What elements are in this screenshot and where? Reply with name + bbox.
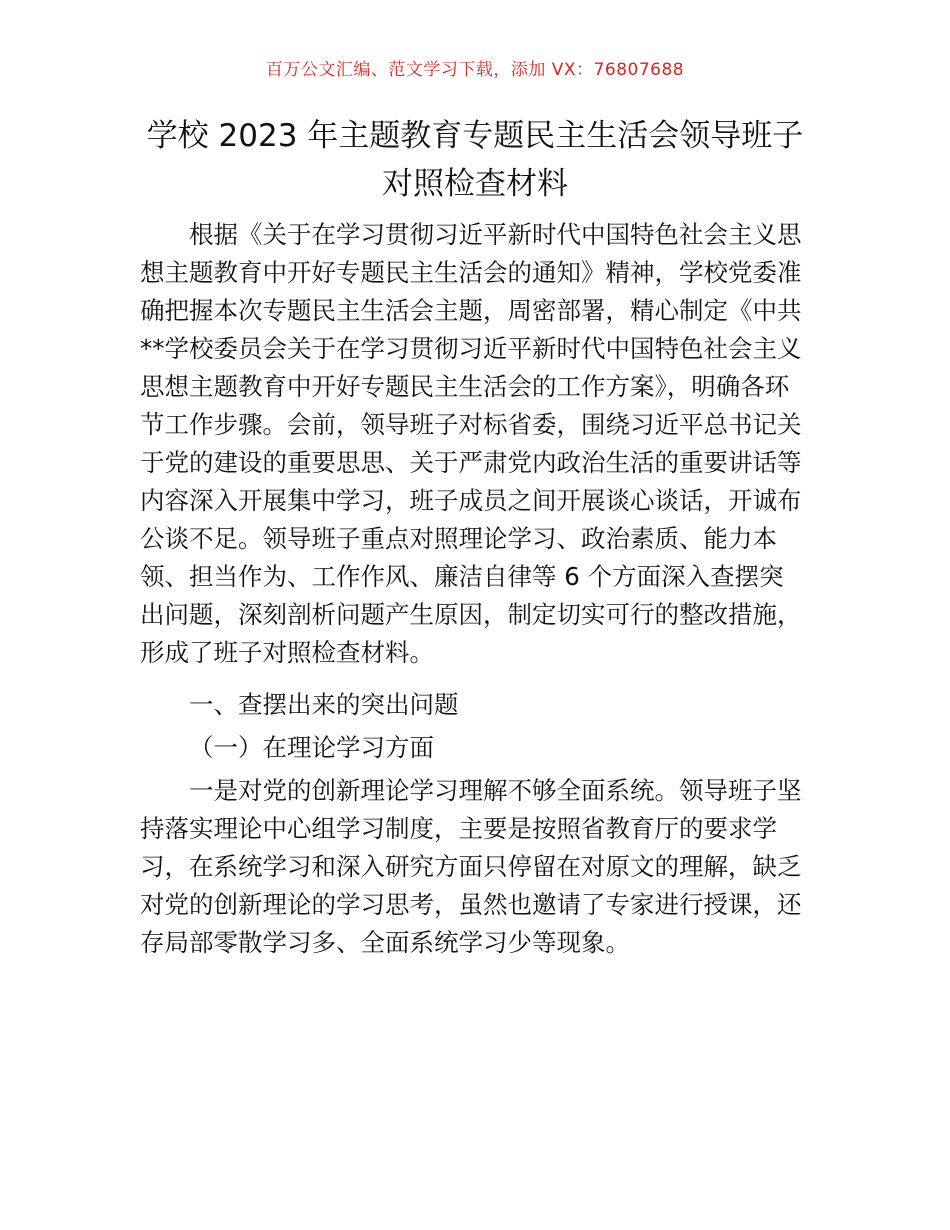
- paragraph-line: 节工作步骤。会前，领导班子对标省委，围绕习近平总书记关: [140, 410, 802, 439]
- item-paragraph: [140, 772, 816, 962]
- paragraph-line: 一是对党的创新理论学习理解不够全面系统。领导班子坚: [189, 776, 802, 805]
- paragraph-line: 形成了班子对照检查材料。: [140, 638, 434, 667]
- paragraph-line: 想主题教育中开好专题民主生活会的通知》精神，学校党委准: [140, 258, 802, 287]
- section-heading-text: 一、查摆出来的突出问题: [189, 690, 459, 719]
- document-title-line-1: 学校 2023 年主题教育专题民主生活会领导班子: [146, 118, 804, 154]
- paragraph-line: 根据《关于在学习贯彻习近平新时代中国特色社会主义思: [189, 220, 802, 249]
- paragraph-line: 思想主题教育中开好专题民主生活会的工作方案》，明确各环: [140, 372, 790, 401]
- paragraph-line: 对党的创新理论的学习思考，虽然也邀请了专家进行授课，还: [140, 890, 802, 919]
- paragraph-line: **学校委员会关于在学习贯彻习近平新时代中国特色社会主义: [140, 334, 802, 363]
- paragraph-line: 领、担当作为、工作作风、廉洁自律等 6 个方面深入查摆突: [140, 562, 784, 591]
- section-heading: [140, 686, 816, 724]
- paragraph-line: 存局部零散学习多、全面系统学习少等现象。: [140, 928, 630, 957]
- document-body: [140, 216, 816, 962]
- header-watermark-note: 百万公文汇编、范文学习下载，添加 VX：76807688: [265, 60, 685, 80]
- paragraph-line: 习，在系统学习和深入研究方面只停留在对原文的理解，缺乏: [140, 852, 802, 881]
- paragraph-line: 于党的建设的重要思思、关于严肃党内政治生活的重要讲话等: [140, 448, 802, 477]
- subsection-heading-text: （一）在理论学习方面: [189, 733, 434, 762]
- paragraph-line: 持落实理论中心组学习制度，主要是按照省教育厅的要求学: [140, 814, 777, 843]
- document-title: [100, 112, 850, 208]
- document-title-line-2: 对照检查材料: [382, 166, 568, 202]
- paragraph-line: 出问题，深刻剖析问题产生原因，制定切实可行的整改措施，: [140, 600, 802, 629]
- intro-paragraph: [140, 216, 816, 672]
- paragraph-line: 公谈不足。领导班子重点对照理论学习、政治素质、能力本: [140, 524, 777, 553]
- paragraph-line: 确把握本次专题民主生活会主题，周密部署，精心制定《中共: [140, 296, 802, 325]
- paragraph-line: 内容深入开展集中学习，班子成员之间开展谈心谈话，开诚布: [140, 486, 802, 515]
- subsection-heading: [140, 729, 816, 767]
